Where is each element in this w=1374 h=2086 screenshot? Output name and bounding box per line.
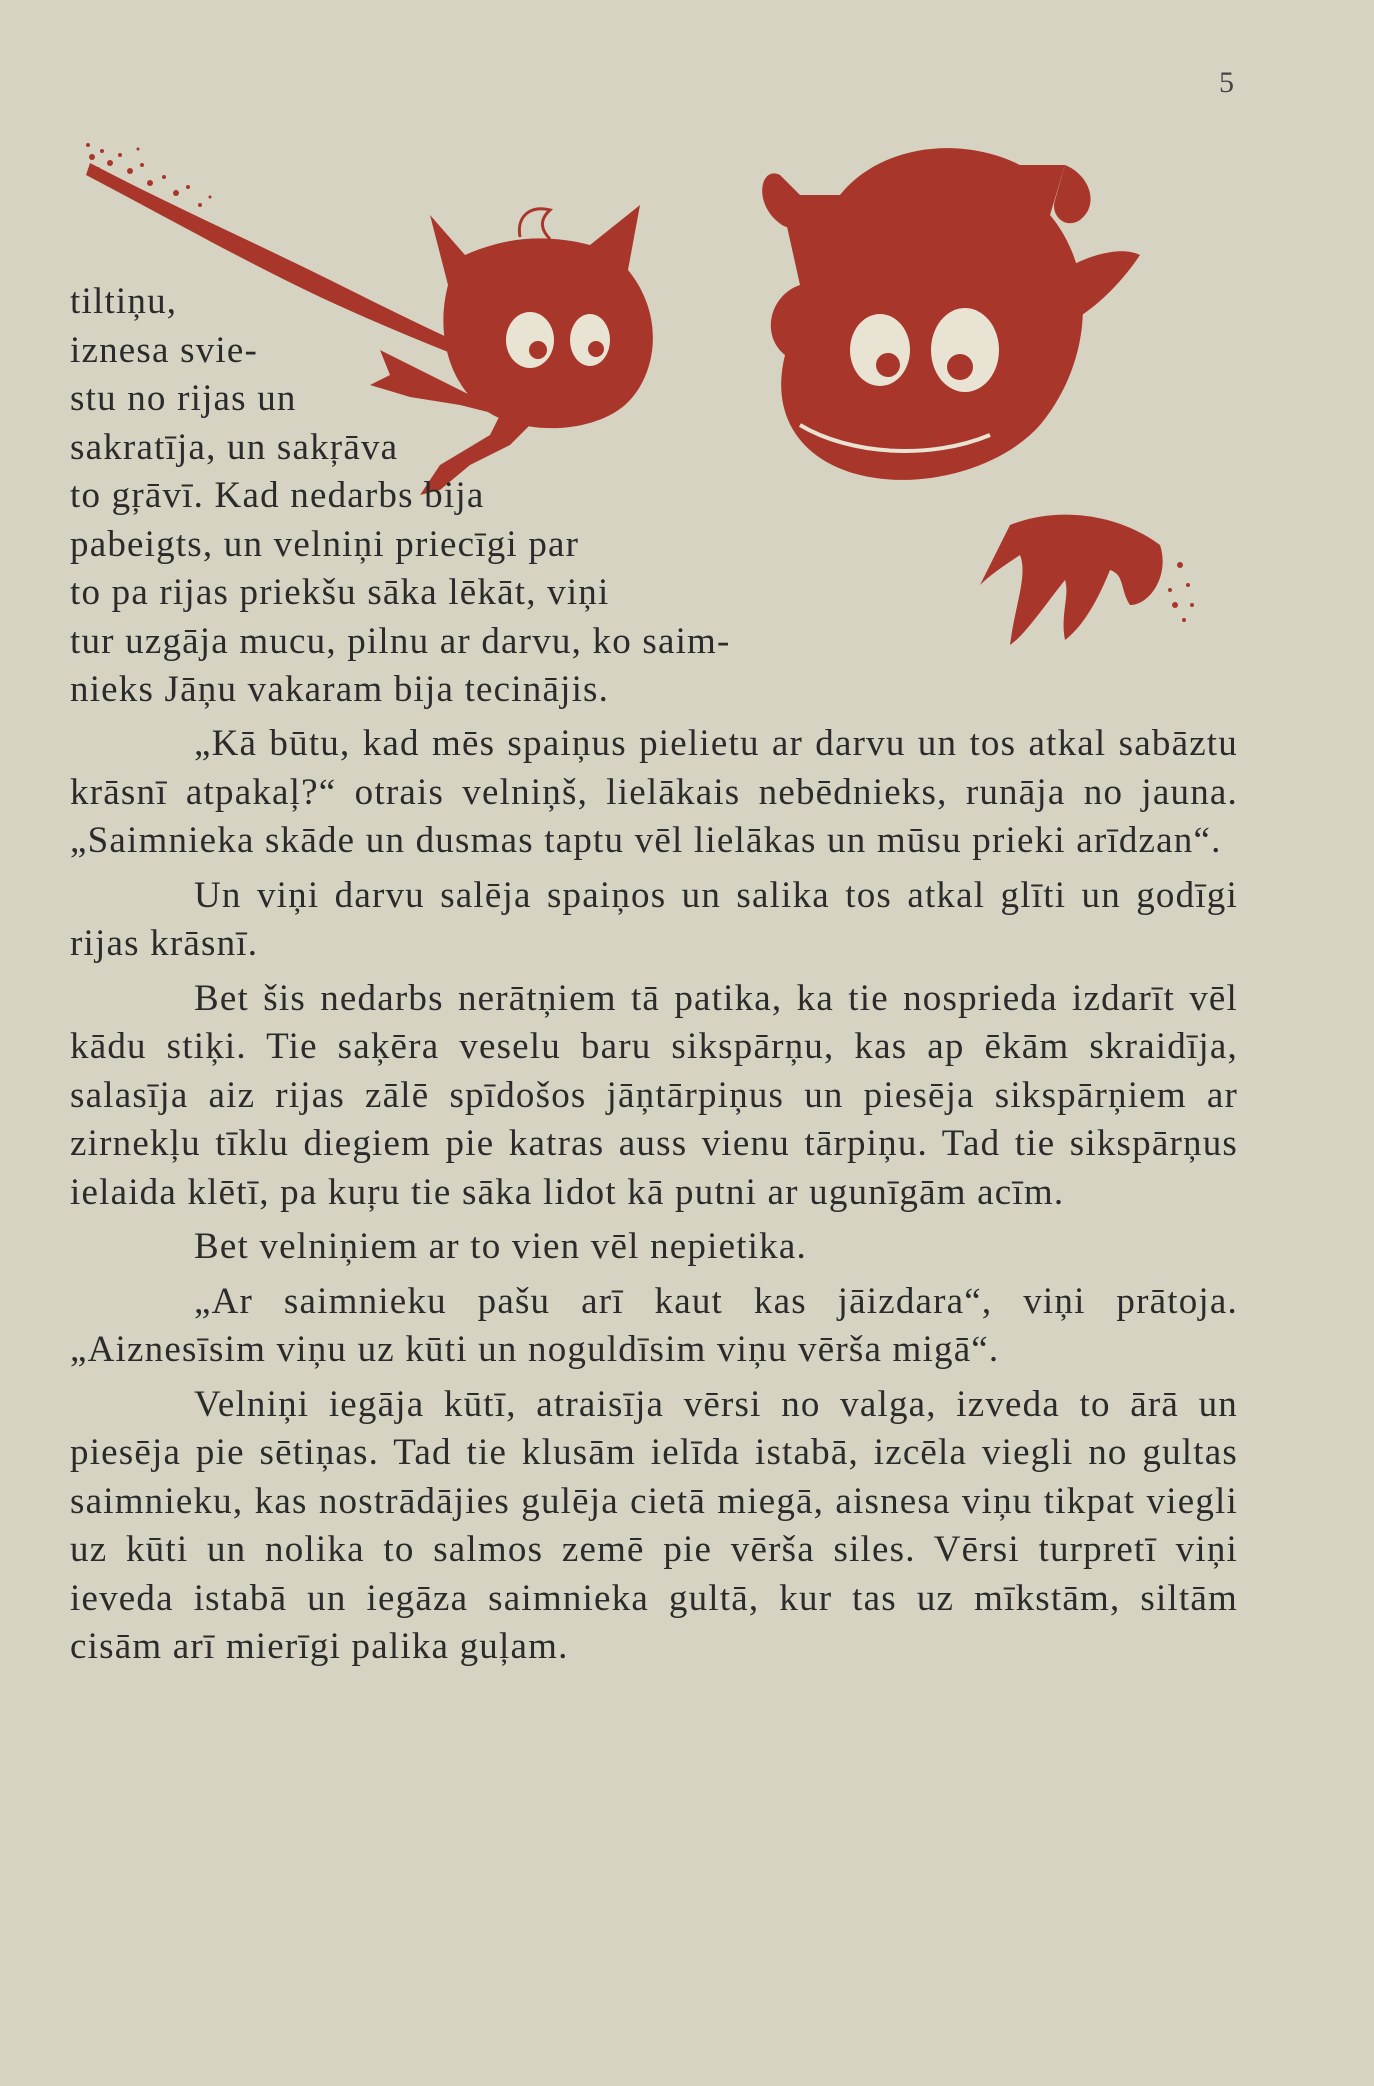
- paragraph: Un viņi darvu salēja spaiņos un salika tos atkal glīti un godīgi rijas krāsnī.: [70, 874, 1238, 964]
- claw-specks: [1168, 562, 1194, 622]
- lead-line: tur uzgāja mucu, pilnu ar darvu, ko saim-: [70, 620, 731, 662]
- paragraph: Velniņi iegāja kūtī, atraisīja vērsi no valga, izveda to ārā un piesēja pie sētiņas. Tad tie klusām ielīda istabā, izcēla viegli no gultas saimnieku, kas nostrādājies gulēja cietā miegā, aisnesa viņu tikpat viegli uz kūti un nolika to salmos zemē pie vērša siles. Vērsi turpretī viņi ieveda istabā un iegāza saimnieka gultā, kur tas uz mīkstām, siltām cisām arī mierīgi palika guļam.: [70, 1383, 1238, 1667]
- big-devil-eye-right: [931, 308, 999, 392]
- big-devil-horn-left: [762, 173, 811, 228]
- paragraph: „Kā būtu, kad mēs spaiņus pielietu ar darvu un tos atkal sabāztu krāsnī atpakaļ?“ otrais velniņš, lielākais nebēdnieks, runāja no jauna. „Saimnieka skāde un dusmas taptu vēl lielākas un mūsu prieki arīdzan“.: [70, 723, 1238, 861]
- small-devil-hair: [519, 209, 550, 239]
- page-number: 5: [1219, 66, 1234, 99]
- paragraph: Bet šis nedarbs nerātņiem tā patika, ka tie nosprieda izdarīt vēl kādu stiķi. Tie saķēra veselu baru sikspārņu, kas ap ēkām skraidīja, salasīja aiz rijas zālē spīdošos jāņtārpiņus un piesēja sikspārņiem ar zirnekļu tīklu diegiem pie katras auss vienu tārpiņu. Tad tie sikspārņus ielaida klētī, pa kuŗu tie sāka lidot kā putni ar ugunīgām acīm.: [70, 977, 1238, 1213]
- lead-line: stu no rijas un: [70, 378, 297, 419]
- paragraph: „Ar saimnieku pašu arī kaut kas jāizdara“, viņi prātoja. „Aiznesīsim viņu uz kūti un noguldīsim viņu vērša migā“.: [70, 1280, 1238, 1370]
- lead-line: nieks Jāņu vakaram bija tecinājis.: [70, 669, 610, 710]
- body-text: [70, 720, 1238, 1678]
- big-devil-eye-left: [850, 314, 910, 386]
- lead-line: sakratīja, un sakŗāva: [70, 426, 399, 468]
- lead-line: tiltiņu,: [70, 281, 178, 322]
- lead-line: iznesa svie-: [70, 329, 259, 371]
- lead-text-block: [70, 278, 731, 715]
- lead-line: to pa rijas priekšu sāka lēkāt, viņi: [70, 572, 610, 613]
- paragraph: Bet velniņiem ar to vien vēl nepietika.: [194, 1226, 807, 1267]
- big-devil-claw: [980, 515, 1163, 645]
- lead-line: to gŗāvī. Kad nedarbs bija: [70, 475, 485, 516]
- lead-line: pabeigts, un velniņi priecīgi par: [70, 523, 580, 565]
- big-devil-head: [771, 148, 1083, 480]
